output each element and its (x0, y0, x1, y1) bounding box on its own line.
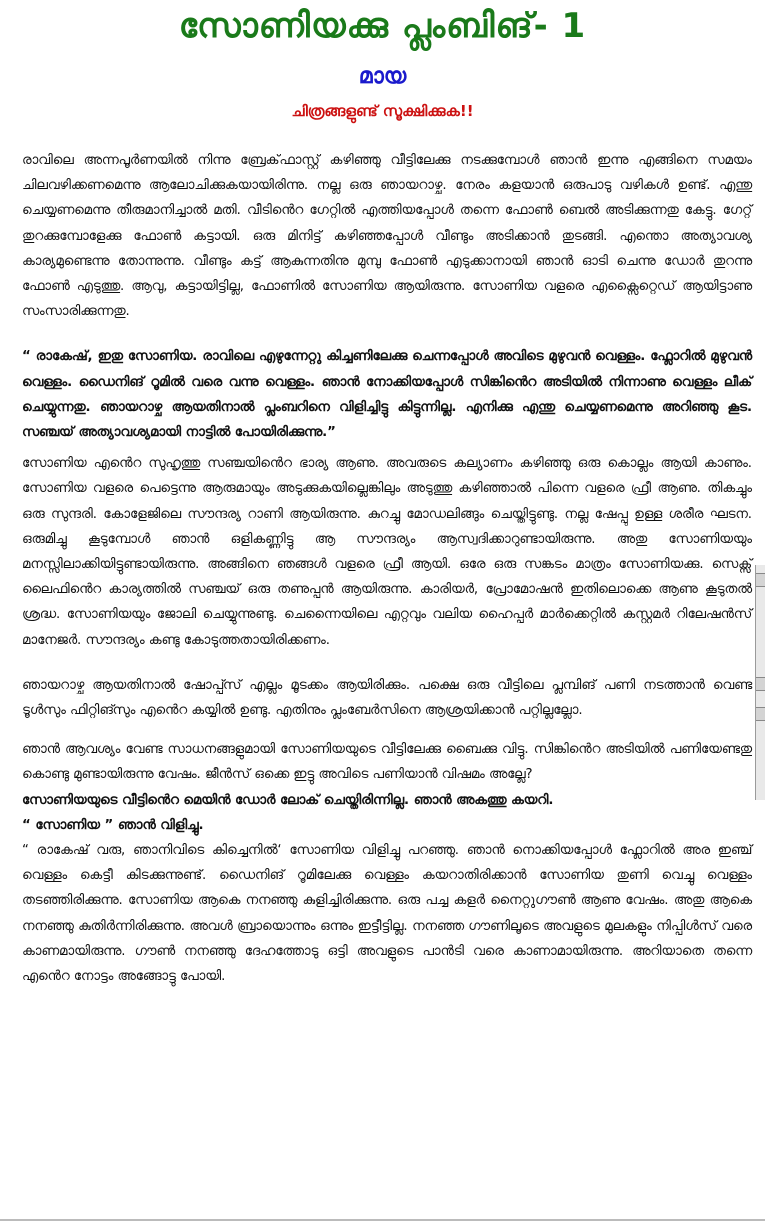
content-warning: ചിത്രങ്ങളുണ്ട് സൂക്ഷിക്കുക!! (291, 102, 474, 120)
paragraph-8: “ രാകേഷ് വരു, ഞാനിവിടെ കിച്ചെനിൽ‘ സോണിയ വിളിച്ചു പറഞ്ഞു. ഞാൻ നൊക്കിയപ്പോൾ ഫ്ലോറിൽ അര ഇഞ്ച് വെള്ളം കെട്ടീ കിടക്കുന്നുണ്ട്. ഡൈനിങ് റൂമിലേക്കു വെള്ളം കയറാതിരിക്കാൻ സോണിയ തുണി വെച്ചു വെള്ളം തടഞ്ഞിരിക്കുന്നു. സോണിയ ആകെ നനഞ്ഞു കുളിച്ചിരിക്കുന്നു. ഒരു പച്ച കളർ നൈറ്റുഗൗൺ ആണു വേഷം. അതു ആകെ നനഞ്ഞു കുതിർന്നിരിക്കുന്നു. അവൾ ബ്രായൊന്നും ഒന്നും ഇട്ടീട്ടില്ല. നനഞ്ഞ ഗൗണിലൂടെ അവളുടെ മുലകളും നിപ്പിൾസ് വരെ കാണമായിരുന്നു. ഗൗൺ നനഞ്ഞു ദേഹത്തോടു ഒട്ടി അവളുടെ പാൻടി വരെ കാണാമായിരുന്നു. അറിയാതെ തന്നെ എൻെറ നോട്ടം അങ്ങോട്ടു പോയി. (22, 843, 752, 985)
paragraph-7: “ സോണിയ ” ഞാൻ വിളിച്ചു. (22, 817, 204, 833)
author-name: മായ (358, 64, 407, 89)
paragraph-5: ഞാൻ ആവശ്യം വേണ്ട സാധനങ്ങളുമായി സോണിയയുടെ വീട്ടിലേക്കു ബൈക്കു വിട്ടു. സിങ്കിൻെറ അടിയിൽ പണിയേണ്ടതു കൊണ്ടു മുണ്ടായിരുന്നു വേഷം. ജീൻസ് ഒക്കെ ഇട്ടു അവിടെ പണിയാൻ വിഷമം അല്ലേ? (22, 742, 752, 783)
paragraph-4: ഞായറാഴ്ച ആയതിനാൽ ഷോപ്പ്സ് എല്ലം മൂടക്കം ആയിരിക്കും. പക്ഷെ ഒരു വീട്ടിലെ പ്ലമ്പിങ് പണി നടത്താൻ വെണ്ട ടൂൾസും ഫിറ്റിങ്സും എൻെറ കയ്യിൽ ഉണ്ടു. എതിനും പ്ലംബേർസിനെ ആശ്രയിക്കാൻ പറ്റില്ലല്ലോ. (22, 677, 752, 719)
paragraph-1: രാവിലെ അന്നപൂർണയിൽ നിന്നു ബ്രേക്‌ഫാസ്റ്റ് കഴിഞ്ഞു വീട്ടിലേക്കു നടക്കുമ്പോൾ ഞാൻ ഇന്നു എങ്ങിനെ സമയം ചിലവഴിക്കണമെന്നു ആലോചിക്കുകയായിരിന്നു. നല്ല ഒരു ഞായറാഴ്ച. നേരം കളയാൻ ഒരുപാടു വഴികൾ ഉണ്ട്. എന്തു ചെയ്യണമെന്നു തീരുമാനിച്ചാൽ മതി. വീടിൻെറ ഗേറ്റിൽ എത്തിയപ്പോൾ തന്നെ ഫോൺ ബെൽ അടിക്കുന്നതു കേട്ടു. ഗേറ്റ് തുറക്കുമ്പോളേക്കു ഫോൺ കട്ടായി. ഒരു മിനിട്ട് കഴിഞ്ഞപ്പോൾ വീണ്ടും അടിക്കാൻ തുടങ്ങി. എന്തൊ അത്യാവശ്യ കാര്യമുണ്ടെന്നു തോന്നുന്നു. വീണ്ടും കട്ട് ആകുന്നതിനു മുമ്പു ഫോൺ എടുക്കാനായി ഞാൻ ഓടി ചെന്നു ഡോർ തുറന്നു ഫോൺ എടുത്തു. ആവു, കട്ടായിട്ടില്ല, ഫോണിൽ സോണിയ ആയിരുന്നു. സോണിയ വളരെ എക്സൈറ്റെഡ് ആയിട്ടാണു സംസാരിക്കുന്നതു. (22, 153, 752, 320)
window-edge-tab (756, 573, 765, 587)
story-title: സോണിയക്കു പ്ലംബിങ്- 1 (178, 6, 587, 46)
adjacent-window-edge (755, 565, 765, 800)
paragraph-3: സോണിയ എൻെറ സുഹൃത്തു സഞ്ചയിൻെറ ഭാര്യ ആണു. അവരുടെ കല്യാണം കഴിഞ്ഞു ഒരു കൊല്ലം ആയി കാണും. സോണിയ വളരെ പെട്ടെന്നു ആരുമായും അടുക്കുകയില്ലെങ്കിലും അടുത്തു കഴിഞ്ഞാൽ പിന്നെ വളരെ ഫ്രീ ആണു. തികച്ചും ഒരു സുന്ദരി. കോളേജിലെ സൗന്ദര്യ റാണി ആയിരുന്നു. കുറച്ചു മോഡലിങ്ങും ചെയ്തിട്ടുണ്ടു. നല്ല ഷേപ്പു ഉള്ള ശരീര ഘടന. ഒരുമിച്ചു കൂടുമ്പോൾ ഞാൻ ഒളികണ്ണിട്ടു ആ സൗന്ദര്യം ആസ്വദിക്കാറുണ്ടായിരുന്നു. അതു സോണിയയും മനസ്സിലാക്കിയിട്ടുണ്ടായിരുന്നു. അങ്ങിനെ ഞങ്ങൾ വളരെ ഫ്രീ ആയി. ഒരേ ഒരു സങ്കടം മാത്രം സോണിയക്കു. സെക്സ് ലൈഫിൻെറ കാര്യത്തിൽ സഞ്ചയ് ഒരു തണുപ്പൻ ആയിരുന്നു. കാരിയർ, പ്രോമോഷൻ ഇതിലൊക്കെ ആണു കൂടുതൽ ശ്രദ്ധ. സോണിയയും ജോലി ചെയ്യുന്നുണ്ടു. ചെന്നൈയിലെ എറ്റവും വലിയ ഹൈപ്പർ മാർക്കെറ്റിൽ കസ്റ്റമർ റിലേഷൻസ് മാനേജർ. സൗന്ദര്യം കണ്ടു കോടുത്തതായിരിക്കണം. (22, 456, 752, 648)
window-edge-tab (756, 707, 765, 721)
bottom-divider (0, 1219, 765, 1221)
paragraph-2: “ രാകേഷ്, ഇതു സോണിയ. രാവിലെ എഴുന്നേറ്റു കിച്ചണിലേക്കു ചെന്നപ്പോൾ അവിടെ മുഴുവൻ വെള്ളം. ഫ്ലോറിൽ മുഴുവൻ വെള്ളം. ഡൈനിങ് റൂമിൽ വരെ വന്നു വെള്ളം. ഞാൻ നോക്കിയപ്പോൾ സിങ്കിൻെറ അടിയിൽ നിന്നാണു വെള്ളം ലീക് ചെയ്യുന്നതു. ഞായറാഴ്ച ആയതിനാൽ പ്ലംബറിനെ വിളിച്ചിട്ടു കിട്ടുന്നില്ല. എനിക്കു എന്തു ചെയ്യണമെന്നു അറിഞ്ഞു കൂട. സഞ്ചയ് അത്യാവശ്യമായി നാട്ടിൽ പോയിരിക്കുന്നു.” (22, 349, 752, 441)
paragraph-6: സോണിയയുടെ വീട്ടിൻെറ മെയിൻ ഡോർ ലോക് ചെയ്തിരിന്നില്ല. ഞാൻ അകത്തു കയറി. (22, 792, 554, 808)
window-edge-tab (756, 677, 765, 691)
story-body (22, 148, 752, 989)
